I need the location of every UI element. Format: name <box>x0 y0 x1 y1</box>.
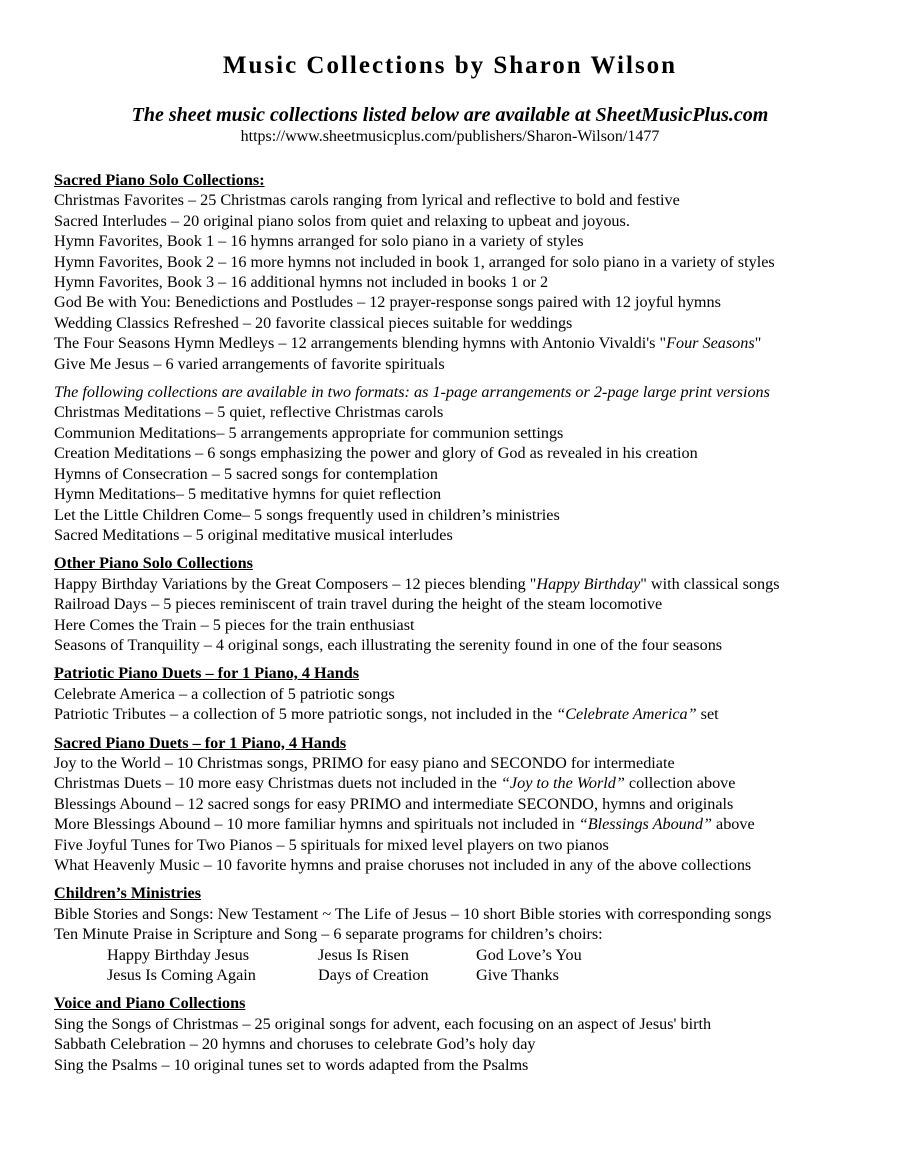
list-item <box>54 814 884 834</box>
program-name: Give Thanks <box>476 966 559 985</box>
list-item: Creation Meditations – 6 songs emphasizing the power and glory of God as revealed in his creation <box>54 444 698 463</box>
list-item: Seasons of Tranquility – 4 original songs, each illustrating the serenity found in one of the four seasons <box>54 635 723 654</box>
section-two-formats <box>54 382 884 545</box>
item-text: Happy Birthday Variations by the Great Composers – 12 pieces blending " <box>54 574 537 593</box>
item-title-italic: Four Seasons <box>666 334 755 353</box>
list-item: Blessings Abound – 12 sacred songs for easy PRIMO and intermediate SECONDO, hymns and originals <box>54 794 734 813</box>
section-sacred-piano-solo <box>54 170 884 374</box>
item-text: set <box>696 705 719 724</box>
list-item: Bible Stories and Songs: New Testament ~ The Life of Jesus – 10 short Bible stories with corresponding songs <box>54 904 772 923</box>
subtitle: The sheet music collections listed below are available at SheetMusicPlus.com <box>131 104 769 126</box>
item-text: " <box>754 334 762 353</box>
list-item: Christmas Meditations – 5 quiet, reflective Christmas carols <box>54 403 444 422</box>
program-name: Happy Birthday Jesus <box>107 945 250 964</box>
collections-list <box>54 170 884 1083</box>
section-heading: Children’s Ministries <box>54 884 202 903</box>
format-note: The following collections are available in two formats: as 1-page arrangements or 2-page large print versions <box>54 383 770 402</box>
list-item: Here Comes the Train – 5 pieces for the train enthusiast <box>54 615 415 634</box>
section-heading: Voice and Piano Collections <box>54 994 246 1013</box>
item-text: Patriotic Tributes – a collection of 5 more patriotic songs, not included in the <box>54 705 557 724</box>
list-item <box>54 704 884 724</box>
page-title: Music Collections by Sharon Wilson <box>222 52 678 79</box>
program-name: Days of Creation <box>318 966 429 985</box>
list-item: God Be with You: Benedictions and Postludes – 12 prayer-response songs paired with 12 joyful hymns <box>54 293 721 312</box>
list-item: Let the Little Children Come– 5 songs frequently used in children’s ministries <box>54 505 560 524</box>
list-item: Hymn Favorites, Book 3 – 16 additional hymns not included in books 1 or 2 <box>54 273 549 292</box>
list-item: Hymn Meditations– 5 meditative hymns for quiet reflection <box>54 485 442 504</box>
list-item <box>54 574 884 594</box>
list-item: Communion Meditations– 5 arrangements appropriate for communion settings <box>54 423 564 442</box>
list-item: Hymn Favorites, Book 2 – 16 more hymns not included in book 1, arranged for solo piano in a variety of styles <box>54 252 775 271</box>
list-item: Five Joyful Tunes for Two Pianos – 5 spirituals for mixed level players on two pianos <box>54 835 609 854</box>
section-heading: Sacred Piano Solo Collections: <box>54 171 265 189</box>
section-heading: Patriotic Piano Duets – for 1 Piano, 4 Hands <box>54 664 360 683</box>
list-item: Hymn Favorites, Book 1 – 16 hymns arranged for solo piano in a variety of styles <box>54 232 584 251</box>
list-item: Sing the Psalms – 10 original tunes set to words adapted from the Psalms <box>54 1055 529 1074</box>
item-text: above <box>711 815 755 834</box>
list-item: Sabbath Celebration – 20 hymns and choruses to celebrate God’s holy day <box>54 1035 536 1054</box>
item-text: The Four Seasons Hymn Medleys – 12 arrangements blending hymns with Antonio Vivaldi's " <box>54 334 667 353</box>
list-item: Christmas Favorites – 25 Christmas carols ranging from lyrical and reflective to bold and festive <box>54 191 680 210</box>
list-item <box>54 773 884 793</box>
section-voice-piano <box>54 993 884 1075</box>
item-text: " with classical songs <box>640 574 780 593</box>
list-item: Give Me Jesus – 6 varied arrangements of favorite spirituals <box>54 354 445 373</box>
list-item <box>54 333 884 353</box>
item-text: collection above <box>624 774 736 793</box>
publisher-url: https://www.sheetmusicplus.com/publishers/Sharon-Wilson/1477 <box>240 128 660 145</box>
item-title-italic: “Celebrate America” <box>556 705 697 724</box>
section-sacred-duets <box>54 733 884 876</box>
list-item: Celebrate America – a collection of 5 patriotic songs <box>54 684 395 703</box>
item-title-italic: “Joy to the World” <box>500 774 625 793</box>
program-name: Jesus Is Coming Again <box>107 966 256 985</box>
section-heading: Sacred Piano Duets – for 1 Piano, 4 Hands <box>54 733 347 752</box>
list-item: Sacred Interludes – 20 original piano solos from quiet and relaxing to upbeat and joyous. <box>54 211 630 230</box>
list-item: Ten Minute Praise in Scripture and Song – 6 separate programs for children’s choirs: <box>54 925 603 944</box>
list-item: What Heavenly Music – 10 favorite hymns and praise choruses not included in any of the above collections <box>54 856 752 874</box>
section-childrens-ministries <box>54 883 884 985</box>
item-text: More Blessings Abound – 10 more familiar hymns and spirituals not included in <box>54 815 579 834</box>
item-title-italic: “Blessings Abound” <box>578 815 712 834</box>
program-name: Jesus Is Risen <box>318 945 409 964</box>
list-item: Wedding Classics Refreshed – 20 favorite classical pieces suitable for weddings <box>54 313 573 332</box>
list-item: Sing the Songs of Christmas – 25 original songs for advent, each focusing on an aspect of Jesus' birth <box>54 1014 712 1033</box>
list-item: Sacred Meditations – 5 original meditative musical interludes <box>54 525 453 544</box>
list-item: Hymns of Consecration – 5 sacred songs for contemplation <box>54 464 438 483</box>
item-title-italic: Happy Birthday <box>536 574 641 593</box>
section-patriotic-duets <box>54 663 884 724</box>
item-text: Christmas Duets – 10 more easy Christmas duets not included in the <box>54 774 501 793</box>
program-grid <box>107 945 884 986</box>
program-name: God Love’s You <box>476 945 582 964</box>
section-heading: Other Piano Solo Collections <box>54 554 253 573</box>
list-item: Railroad Days – 5 pieces reminiscent of train travel during the height of the steam locomotive <box>54 595 663 614</box>
section-other-piano-solo <box>54 553 884 655</box>
list-item: Joy to the World – 10 Christmas songs, PRIMO for easy piano and SECONDO for intermediate <box>54 753 675 772</box>
